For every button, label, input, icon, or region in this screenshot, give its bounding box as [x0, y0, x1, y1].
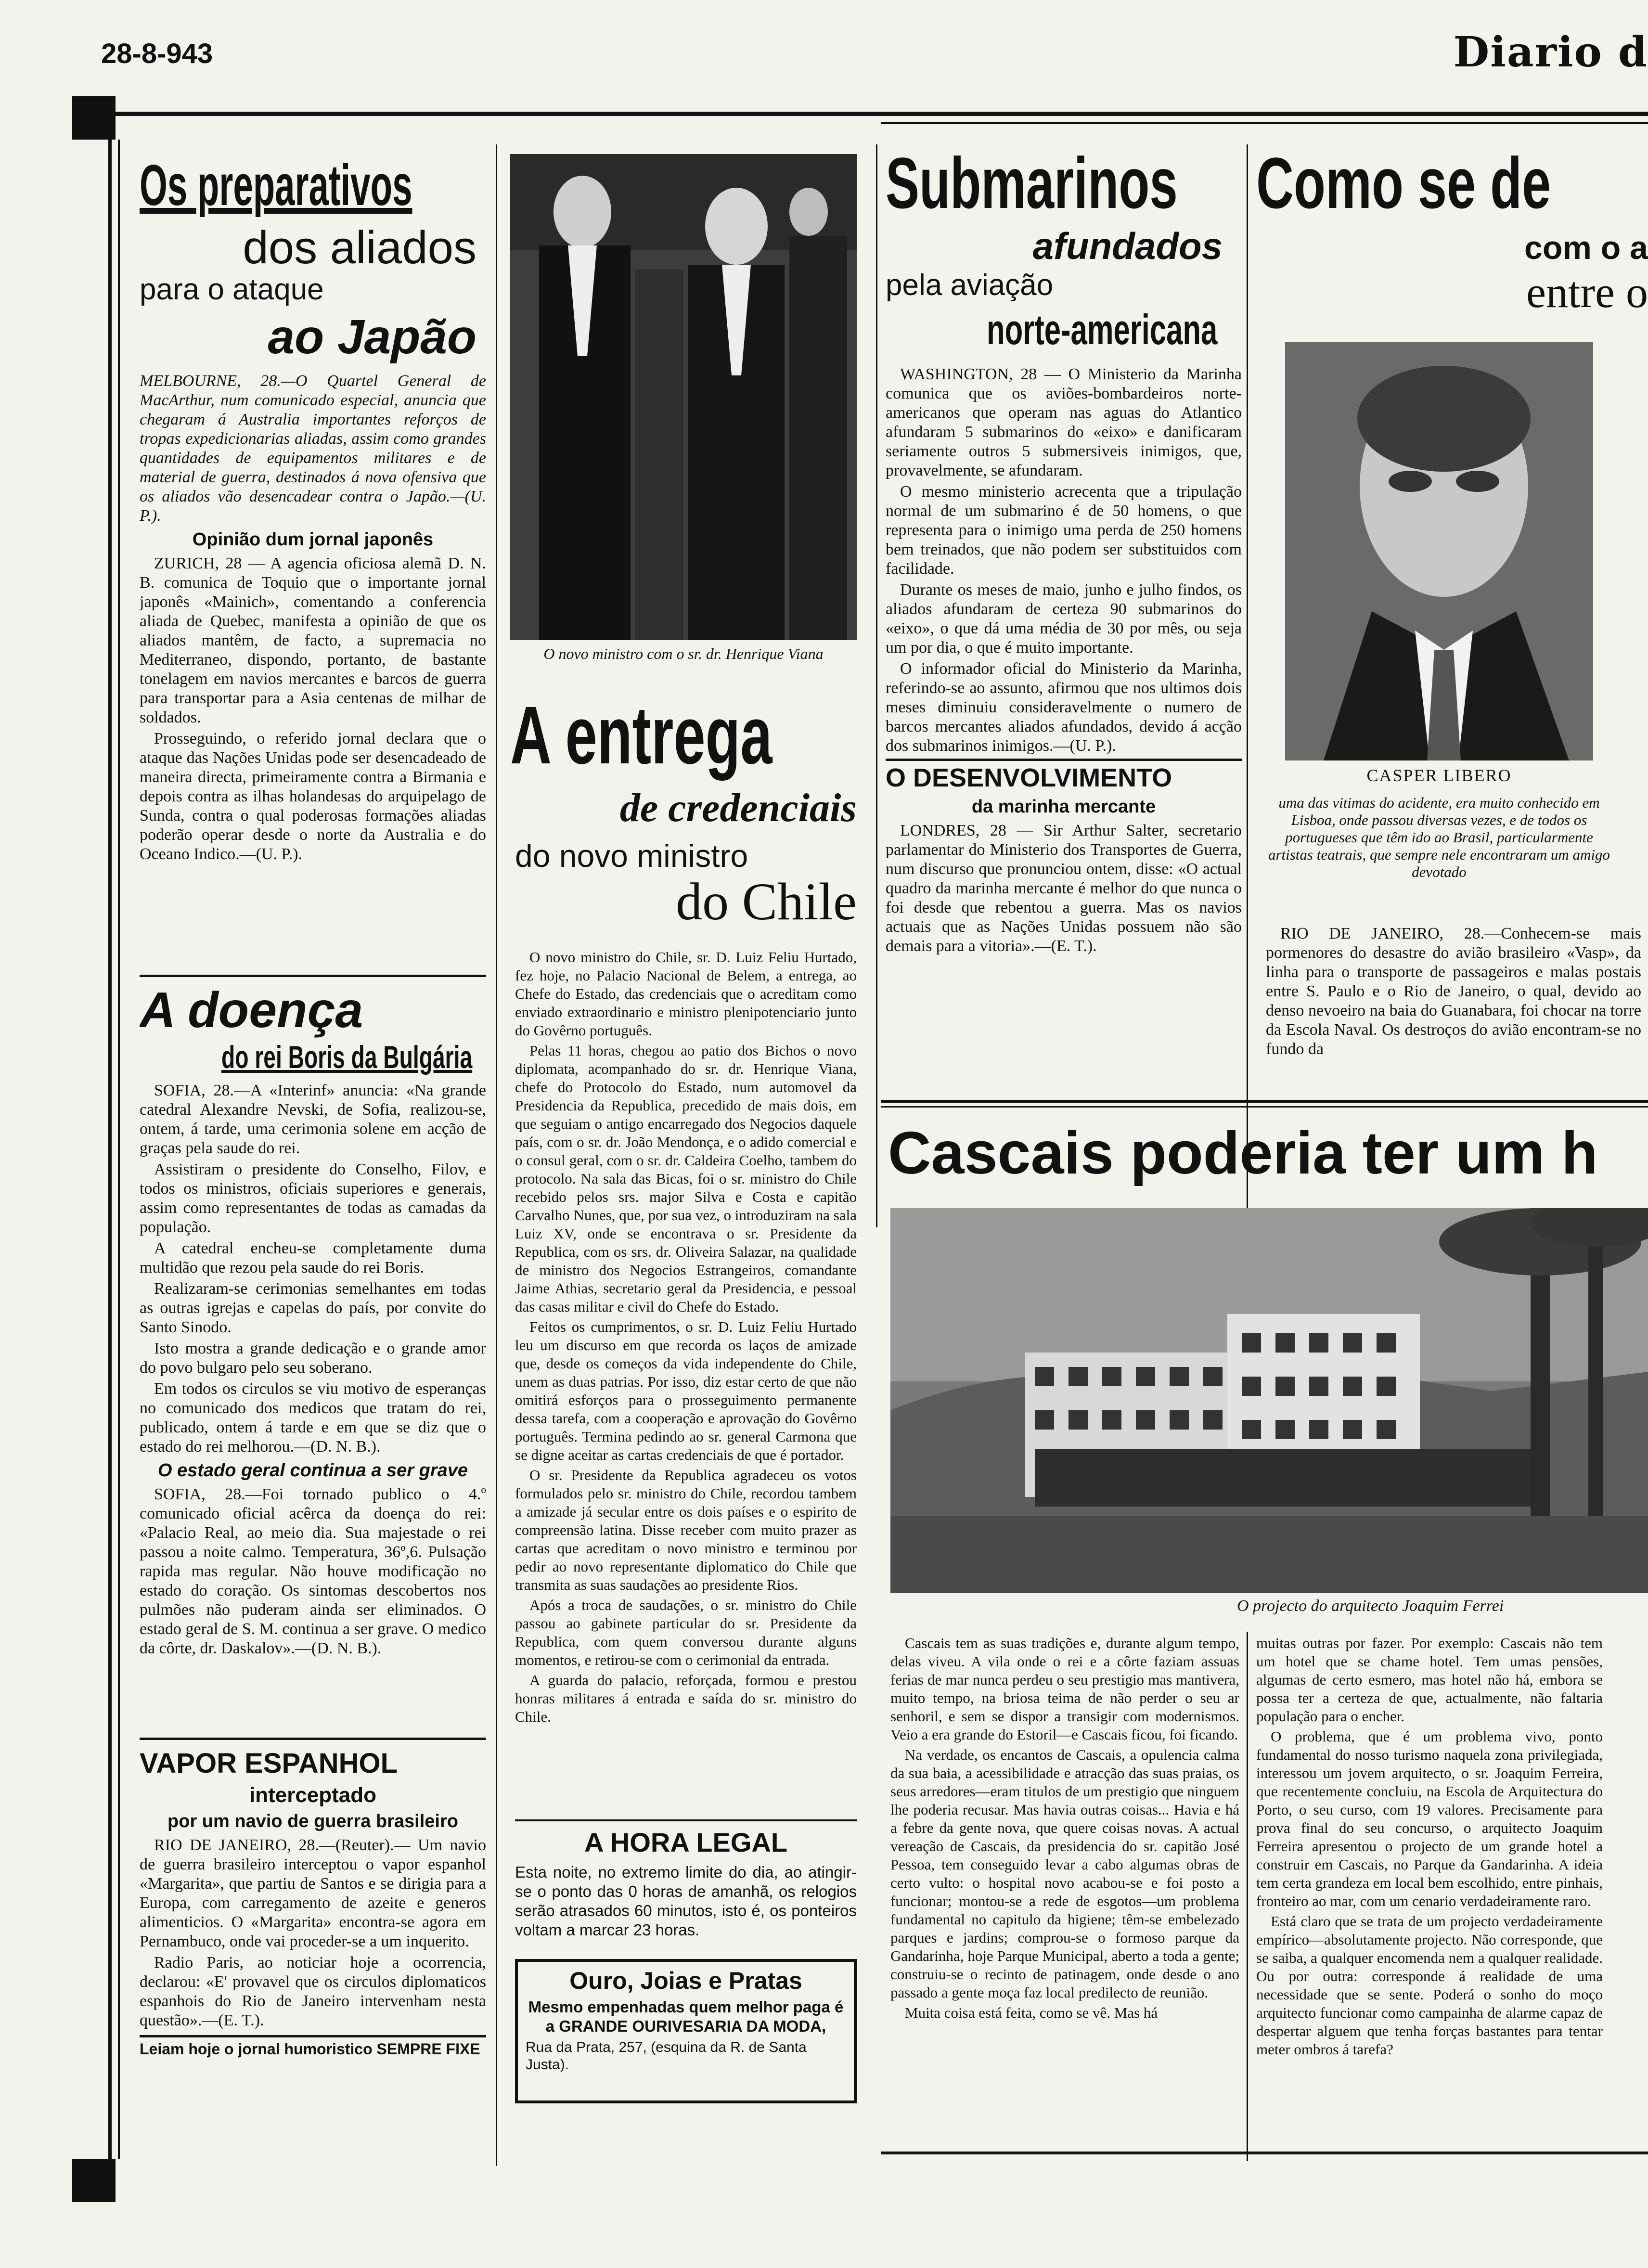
- headline-desenvolvimento: O DESENVOLVIMENTO: [886, 763, 1172, 792]
- article-como-se-deu: [1256, 140, 1648, 1227]
- subhead-marinha-mercante: da marinha mercante: [971, 797, 1156, 817]
- column-rule-3: [1247, 144, 1248, 1227]
- headline-hora-legal: A HORA LEGAL: [584, 1827, 788, 1857]
- subhead-navio-brasileiro: por um navio de guerra brasileiro: [167, 1811, 458, 1831]
- subhead-estado-geral: O estado geral continua a ser grave: [157, 1460, 468, 1481]
- para-rio-2: Radio Paris, ao noticiar hoje a ocorrencia, declarou: «E' provavel que os circulos diplomaticos espanhois do Rio de Janeiro intervenham nesta questão».—(E. T.).: [140, 1954, 486, 2029]
- headline-ao-japao: ao Japão: [268, 310, 476, 364]
- headline-do-chile: do Chile: [676, 872, 857, 931]
- para-sofia-7: SOFIA, 28.—Foi tornado publico o 4.º comunicado oficial acêrca da doença do rei: «Palacio Real, ao meio dia. Sua majestade o rei passou a noite calmo. Temperatura, 36º,6. Pulsação rapida mas regular. Não houve modificação no estado do coração. Os sintomas descobertos nos pulmões não puderam ainda ser eliminados. O estado geral de S. M. continua a ser grave. O medico da côrte, dr. Daskalov».—(D. N. B.).: [140, 1485, 486, 1657]
- headline-de-credenciais: de credenciais: [619, 786, 857, 830]
- para-washington-2: O mesmo ministerio acrecenta que a tripulação normal de um submarino é de 50 homens, o que representa para o inimigo uma perda de 250 homens bem treinados, que não podem ser substituidos com facilidade.: [886, 483, 1242, 578]
- article-cascais-col-a: [890, 1634, 1239, 2144]
- para-cascais-4: muitas outras por fazer. Por exemplo: Cascais não tem um hotel que se chame hotel. Tem umas pensões, algumas de certo esmero, mas hotel não há, embora se possa ter a certeza de que, actualmente, não faltaria população para o encher.: [1256, 1635, 1603, 1725]
- caption-casper: uma das vitimas do acidente, era muito conhecido em Lisboa, onde passou diversas vezes, e de todos os portugueses que têm ido ao Brasil, particularmente artistas teatrais, que sempre nele encontraram um amigo devotado: [1268, 794, 1610, 880]
- headline-com-o-a: com o a: [1524, 230, 1648, 266]
- para-washington-3: Durante os meses de maio, junho e julho findos, os aliados afundaram de certeza 90 submarinos do «eixo», o que dá uma média de 30 por mês, ou seja um por dia, o que é muito importante.: [886, 581, 1242, 657]
- separator-cascais-top: [881, 1100, 1648, 1103]
- para-prosseguindo: Prosseguindo, o referido jornal declara que o ataque das Nações Unidas pode ser desencadeado de maneira directa, primeiramente contra a Birmania e depois contra as ilhas holandesas do arquipelago de Sunda, contra o qual poderosas formações aliadas poderão operar desde o norte da Australia e do Oceano Indico.—(U. P.).: [140, 730, 486, 863]
- para-cascais-1: Cascais tem as suas tradições e, durante algum tempo, delas viveu. A vila onde o rei e a côrte faziam assuas ferias de mar nunca perdeu o seu prestigio mas mantivera, muito tempo, na briosa teima de não perder o seu ar senhoril, e sem se dispor a transigir com modernismos. Veio a era grande do Estoril—e Cascais ficou, foi ficando.: [890, 1635, 1239, 1743]
- headline-submarinos: Submarinos: [886, 142, 1178, 223]
- para-rio-1: RIO DE JANEIRO, 28.—(Reuter).— Um navio de guerra brasileiro interceptou o vapor espanhol «Margarita», que partiu de Santos e se dirigia para a Europa, com carregamento de azeite e generos alimenticios. O «Margarita» encontra-se agora em Pernambuco, onde vai proceder-se a um inquerito.: [140, 1836, 486, 1950]
- column-rule-2: [876, 144, 877, 1227]
- para-sofia-6: Em todos os circulos se viu motivo de esperanças no comunicado dos medicos que tratam do rei, publicado, ontem á tarde e em que se diz que o estado do rei melhorou.—(D. N. B.).: [140, 1380, 486, 1456]
- para-sofia-2: Assistiram o presidente do Conselho, Filov, e todos os ministros, oficiais superiores e generais, assim como representantes de todas as camadas da população.: [140, 1160, 486, 1236]
- para-cascais-5: O problema, que é um problema vivo, ponto fundamental do nosso turismo naquela zona privilegiada, interessou um jovem arquitecto, o sr. Joaquim Ferreira, que recentemente concluiu, na Escola de Arquitectura do Porto, o seu curso, com 19 valores. Precisamente para prova final do seu concurso, o arquitecto Joaquim Ferreira apresentou o projecto de um grande hotel a construir em Cascais, no Parque da Gandarinha. A ideia tem certa grandeza em local bem escolhido, entre pinhais, fronteiro ao mar, com um cenario verdadeiramente raro.: [1256, 1728, 1603, 1909]
- top-rule-thin: [881, 122, 1648, 124]
- para-cascais-6: Está claro que se trata de um projecto verdadeiramente empírico—absolutamente projecto. Não corresponde, que se saiba, a qualquer encomenda nem a qualquer realidade. Ou por outra: corresponde á realidade de uma necessidade que se sente. Poderá o sonho do moço arquitecto funcionar como campainha de alarme capaz de despertar alguem que tenha forças bastantes para tentar meter ombros á tarefa?: [1256, 1913, 1603, 2058]
- para-sofia-4: Realizaram-se cerimonias semelhantes em todas as outras igrejas e capelas do país, por convite do Santo Sinodo.: [140, 1280, 486, 1336]
- separator-hora: [515, 1819, 857, 1821]
- headline-como-se-de: Como se de: [1256, 142, 1551, 223]
- subhead-interceptado: interceptado: [249, 1783, 377, 1807]
- newspaper-name: Diario d: [1453, 28, 1648, 77]
- para-credenciais-3: Feitos os cumprimentos, o sr. D. Luiz Feliu Hurtado leu um discurso em que recorda os laços de amizade que, desde os começos da vida independente do Chile, unem as duas patrias. Por isso, diz estar certo de que não omitirá esforços para o prosseguimento permanente dessa tarefa, com a cooperação e aprovação do Govêrno português. Termina pedindo ao sr. general Carmona que se digne aceitar as cartas credenciais de que é portador.: [515, 1318, 857, 1463]
- para-zurich: ZURICH, 28 — A agencia oficiosa alemã D. N. B. comunica de Toquio que o importante jornal japonês «Mainich», comentando a conferencia aliada de Quebec, manifesta a opinião de que os aliados mantêm, de facto, a supremacia no Mediterraneo, dispondo, portanto, de bastante tonelagem em navios mercantes e barcos de guerra para transportar para a Asia centenas de milhar de soldados.: [140, 554, 486, 726]
- para-sofia-5: Isto mostra a grande dedicação e o grande amor do povo bulgaro pelo seu soberano.: [140, 1340, 486, 1377]
- para-rio-vasp: RIO DE JANEIRO, 28.—Conhecem-se mais pormenores do desastre do avião brasileiro «Vasp», da linha para o transporte de passageiros e malas postais entre S. Paulo e o Rio de Janeiro, o qual, devido ao denso nevoeiro na baia do Guanabara, foi chocar na torre da Escola Naval. Os destroços do avião encontram-se no fundo da: [1266, 925, 1641, 1058]
- separator-1: [140, 975, 486, 977]
- para-credenciais-1: O novo ministro do Chile, sr. D. Luiz Feliu Hurtado, fez hoje, no Palacio Nacional de Belem, a entrega, ao Chefe do Estado, das credenciais que o acreditam como enviado extraordinario e ministro plenipotenciario junto do Govêrno português.: [515, 949, 857, 1039]
- article-submarinos: [886, 140, 1242, 1227]
- headline-rei-boris: do rei Boris da Bulgária: [221, 1039, 473, 1075]
- para-cascais-2: Na verdade, os encantos de Cascais, a opulencia calma da sua baia, a acessibilidade e atracção das suas praias, os seus arredores—eram titulos de um prestigio que ninguem lhe poderia recusar. Mas havia outras coisas... Havia e há a febre da gente nova, que quere coisas novas. A actual vereação de Cascais, da presidencia do sr. capitão José Pessoa, tem conseguido levar a cabo algumas obras de certo vulto: o hospital novo acabou-se e foi posto a funcionar; montou-se a rede de esgotos—um problema fundamental no capitulo da higiene; têm-se embelezado parques e jardins; comprou-se o formoso parque da Gandarinha, hoje Parque Municipal, aberto a toda a gente; construiu-se o recinto de patinagem, onde desde o ano passado a gente moça faz local predilecto de reunião.: [890, 1746, 1239, 2001]
- ad-title: Ouro, Joias e Pratas: [569, 1967, 802, 1994]
- article-preparativos: [140, 140, 486, 2166]
- headline-vapor-espanhol: VAPOR ESPANHOL: [140, 1748, 398, 1779]
- ad-text: Mesmo empenhadas quem melhor paga é a GRANDE OURIVESARIA DA MODA,: [528, 1998, 844, 2035]
- para-sofia-3: A catedral encheu-se completamente duma multidão que rezou pela saude do rei Boris.: [140, 1239, 486, 1276]
- headline-norte-americana: norte-americana: [987, 306, 1218, 353]
- para-credenciais-2: Pelas 11 horas, chegou ao patio dos Bichos o novo diplomata, acompanhado do sr. dr. Henrique Viana, chefe do Protocolo do Estado, num automovel da Presidencia da Republica, precedido de mais dois, em que seguiam o antigo encarregado dos Negocios daquele país, com o sr. dr. João Mendonça, e o adido comercial e o consul geral, com o sr. dr. Caldeira Coelho, tambem do protocolo. Na sala das Bicas, foi o sr. ministro do Chile recebido pelos srs. major Silva e Costa e capitão Carvalho Nunes, que, por sua vez, o introduziram na sala Luiz XV, onde se encontrava o sr. Presidente da Republica, com os srs. dr. Oliveira Salazar, na qualidade de ministro dos Negocios Estrangeiros, comandante Jaime Athias, secretario geral da Presidencia, e pessoal das casas militar e civil do Chefe do Estado.: [515, 1042, 857, 1315]
- top-rule: [72, 112, 1648, 116]
- caption-novo-ministro: O novo ministro com o sr. dr. Henrique Viana: [543, 645, 824, 662]
- separator-2: [140, 1738, 486, 1740]
- headline-novo-ministro: do novo ministro: [515, 838, 748, 874]
- photo-label-casper: CASPER LIBERO: [1366, 766, 1512, 785]
- corner-block-bottom: [72, 2159, 116, 2202]
- article-credenciais: [505, 140, 871, 2166]
- left-rule-inner: [118, 140, 120, 2159]
- headline-afundados: afundados: [1032, 225, 1223, 267]
- ad-ourivesaria: [515, 1959, 857, 2103]
- headline-dos-aliados: dos aliados: [243, 222, 476, 273]
- lead-melbourne: MELBOURNE, 28.—O Quartel General de MacArthur, num comunicado especial, anuncia que chegaram á Australia importantes reforços de tropas expedicionarias aliadas, assim como grandes quantidades de equipamentos militares e de material de guerra, destinados á nova ofensiva que os aliados vão desencadear contra o Japão.—(U. P.).: [140, 372, 486, 525]
- photo-novo-ministro: [510, 154, 857, 640]
- separator-cascais-bottom: [881, 2152, 1648, 2154]
- column-rule-1: [496, 144, 497, 2166]
- para-credenciais-6: A guarda do palacio, reforçada, formou e prestou honras militares á entrada e saída do sr. ministro do Chile.: [515, 1672, 857, 1725]
- headline-preparativos: Os preparativos: [140, 153, 412, 218]
- headline-a-entrega: A entrega: [510, 690, 772, 781]
- para-hora-legal: Esta noite, no extremo limite do dia, ao atingir-se o ponto das 0 horas de amanhã, os relogios serão atrasados 60 minutos, isto é, os ponteiros voltam a marcar 23 horas.: [515, 1863, 857, 1939]
- para-credenciais-4: O sr. Presidente da Republica agradeceu os votos formulados pelo sr. ministro do Chile, recordou tambem a amizade já secular entre os dois países e o espirito de compreensão latina. Disse receber com muito prazer as cartas que acreditam o novo ministro e terminou por pedir ao novo representante diplomatico do Chile que transmita as suas saudações ao presidente Rios.: [515, 1467, 857, 1593]
- corner-block-top: [72, 96, 116, 140]
- issue-date: 28-8-943: [101, 38, 213, 69]
- photo-casper-libero: [1285, 342, 1593, 760]
- ad-address: Rua da Prata, 257, (esquina da R. de Santa Justa).: [526, 2039, 807, 2073]
- headline-entre-o: entre o: [1526, 268, 1648, 317]
- photo-hotel-cascais: [890, 1208, 1648, 1593]
- headline-pela-aviacao: pela aviação: [886, 269, 1054, 302]
- para-londres: LONDRES, 28 — Sir Arthur Salter, secretario parlamentar do Ministerio dos Transportes de Guerra, num discurso que pronunciou ontem, disse: «O actual quadro da marinha mercante é melhor do que nunca o foi desde que rebentou a guerra. Mas os navios actuais que as Nações Unidas possuem não são demais para a vitoria».—(E. T.).: [886, 822, 1242, 955]
- separator-cascais-top-2: [881, 1106, 1648, 1108]
- para-credenciais-5: Após a troca de saudações, o sr. ministro do Chile passou ao gabinete particular do sr. Presidente da Republica, com quem conversou durante alguns momentos, e retirou-se com o cerimonial da entrada.: [515, 1597, 857, 1668]
- article-cascais-col-b: [1256, 1634, 1603, 2144]
- promo-sempre-fixe: Leiam hoje o jornal humoristico SEMPRE FIXE: [140, 2040, 480, 2058]
- left-rule: [108, 140, 112, 2159]
- headline-para-ataque: para o ataque: [140, 273, 324, 306]
- column-rule-4: [1247, 1632, 1248, 2161]
- caption-projecto: O projecto do arquitecto Joaquim Ferrei: [1237, 1597, 1504, 1615]
- subhead-jornal-japones: Opinião dum jornal japonês: [192, 529, 434, 550]
- headline-cascais: Cascais poderia ter um h: [888, 1120, 1598, 1186]
- para-sofia-1: SOFIA, 28.—A «Interinf» anuncia: «Na grande catedral Alexandre Nevski, de Sofia, realizou-se, ontem, á tarde, uma cerimonia solene em acção de graças pela saude do rei.: [140, 1082, 486, 1157]
- headline-a-doenca: A doença: [140, 982, 363, 1038]
- para-washington-4: O informador oficial do Ministerio da Marinha, referindo-se ao assunto, afirmou que nos ultimos dois meses diminuiu consideravelmente o numero de barcos mercantes aliados afundados, devido á acção dos submarinos inimigos.—(U. P.).: [886, 660, 1242, 755]
- para-cascais-3: Muita coisa está feita, como se vê. Mas há: [905, 2004, 1158, 2021]
- para-washington-1: WASHINGTON, 28 — O Ministerio da Marinha comunica que os aviões-bombardeiros norte-americanos que operam nas aguas do Atlantico afundaram 5 submarinos do «eixo» e danificaram seriamente outros 5 submersiveis inimigos, que, provavelmente, se afundaram.: [886, 365, 1242, 479]
